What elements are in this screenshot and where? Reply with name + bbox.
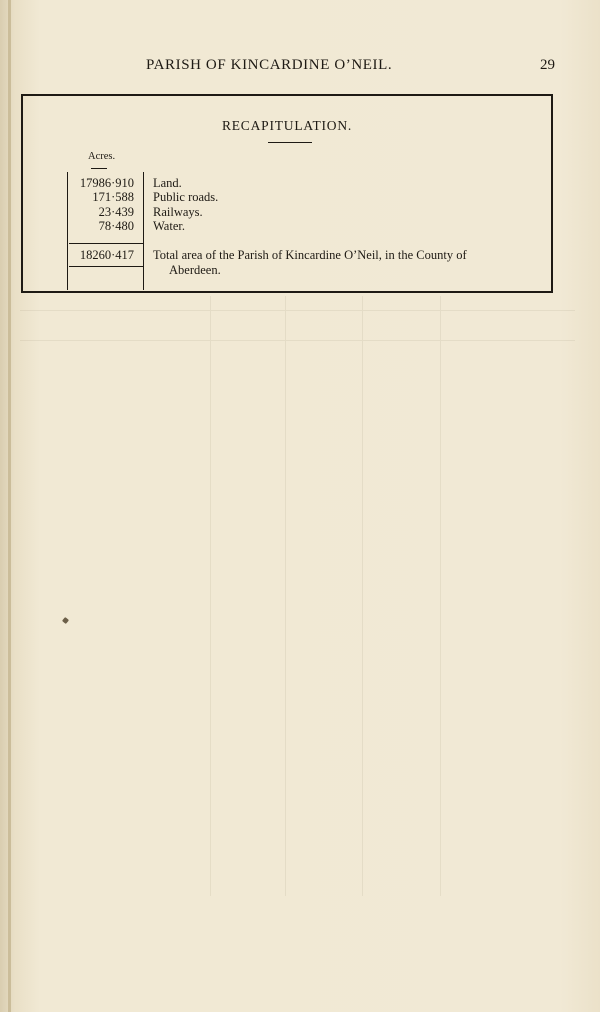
- running-title: PARISH OF KINCARDINE O’NEIL.: [146, 57, 393, 73]
- acres-value: 78·480: [98, 219, 134, 233]
- acres-value: 17986·910: [79, 176, 134, 190]
- acres-value: 171·588: [92, 190, 134, 204]
- row-description: Water.: [153, 219, 185, 233]
- row-description: Railways.: [153, 205, 203, 219]
- row-description: Public roads.: [153, 190, 219, 204]
- column-divider-left: [67, 172, 68, 290]
- show-through-texture: [20, 296, 575, 926]
- recapitulation-title: RECAPITULATION.: [221, 118, 353, 133]
- running-head: [0, 57, 600, 77]
- total-acres-value: 18260·417: [79, 248, 134, 262]
- row-description: Land.: [153, 176, 182, 190]
- total-description-line2: Aberdeen.: [169, 263, 221, 277]
- title-rule: [268, 142, 312, 143]
- total-description-line1: Total area of the Parish of Kincardine O’Neil, in the County of: [153, 248, 467, 262]
- page-number: 29: [540, 57, 555, 73]
- book-spine-shadow: [8, 0, 11, 1012]
- total-rule-bottom: [69, 266, 143, 267]
- column-divider-right: [143, 172, 144, 290]
- total-rule-top: [69, 243, 143, 244]
- acres-value: 23·439: [98, 205, 134, 219]
- acres-column-header: Acres.: [88, 151, 116, 162]
- acres-header-rule: [91, 168, 107, 169]
- recapitulation-table: [21, 94, 553, 293]
